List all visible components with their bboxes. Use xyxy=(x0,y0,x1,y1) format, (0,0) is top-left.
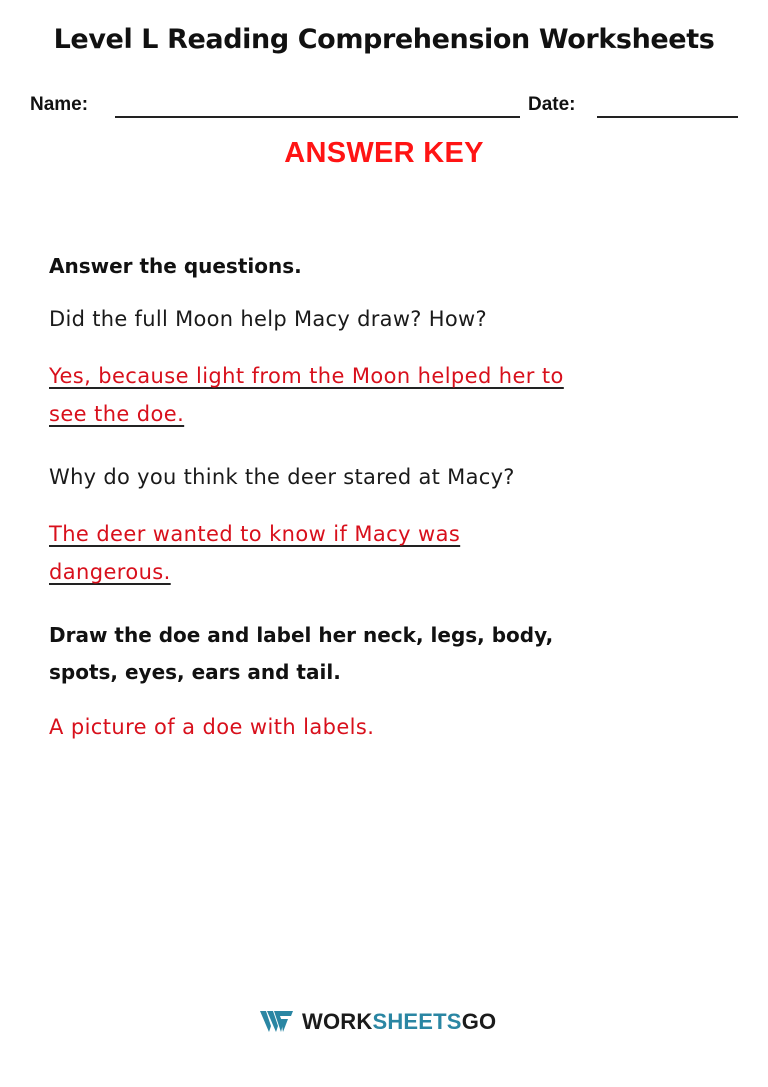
answer-1-line-1: Yes, because light from the Moon helped her to xyxy=(49,364,564,388)
drawing-task-prompt xyxy=(49,617,729,691)
date-field-line[interactable] xyxy=(597,116,738,118)
logo-wordmark xyxy=(302,1009,496,1035)
worksheetsgo-logo xyxy=(260,1008,496,1036)
question-1: Did the full Moon help Macy draw? How? xyxy=(49,307,487,331)
answer-1 xyxy=(49,357,729,433)
logo-word-work: WORK xyxy=(302,1009,373,1034)
name-field-line[interactable] xyxy=(115,116,520,118)
drawing-task-line-2: spots, eyes, ears and tail. xyxy=(49,660,341,684)
logo-word-sheets: SHEETS xyxy=(372,1009,462,1034)
worksheetsgo-w-logo-icon xyxy=(260,1010,294,1034)
answer-key-heading: ANSWER KEY xyxy=(284,137,484,169)
answer-2 xyxy=(49,515,729,591)
date-label: Date: xyxy=(528,94,576,115)
logo-word-go: GO xyxy=(461,1009,497,1034)
answer-2-line-1: The deer wanted to know if Macy was xyxy=(49,522,461,546)
instruction-heading: Answer the questions. xyxy=(49,254,302,278)
drawing-task-line-1: Draw the doe and label her neck, legs, body, xyxy=(49,623,554,647)
answer-2-line-2: dangerous. xyxy=(49,560,171,584)
name-date-row xyxy=(30,92,738,120)
answer-1-line-2: see the doe. xyxy=(49,402,185,426)
name-label: Name: xyxy=(30,94,89,115)
worksheet-title: Level L Reading Comprehension Worksheets xyxy=(53,24,715,55)
drawing-task-answer: A picture of a doe with labels. xyxy=(49,715,375,739)
question-2: Why do you think the deer stared at Macy? xyxy=(49,465,515,489)
